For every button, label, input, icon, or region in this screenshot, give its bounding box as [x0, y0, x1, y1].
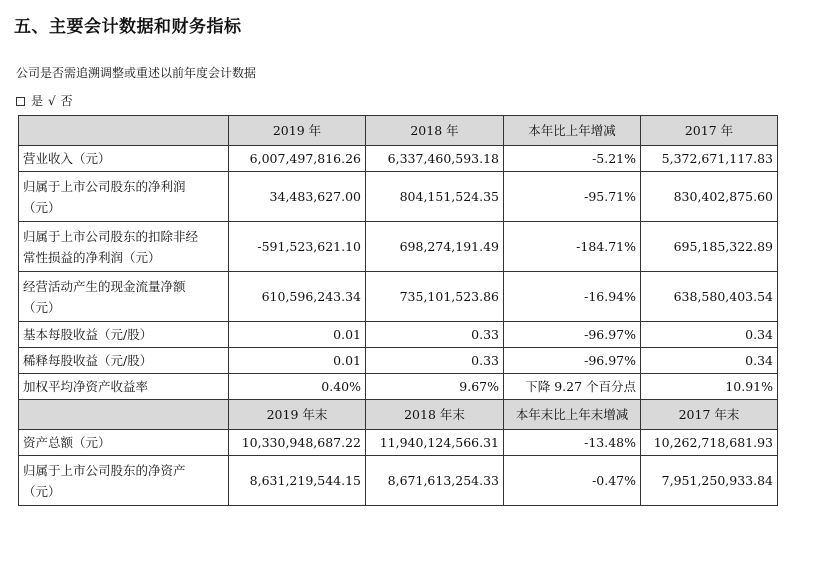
- row-label: [19, 222, 229, 272]
- row-label-line: （元）: [23, 199, 61, 215]
- value-cell: 0.34: [641, 348, 778, 374]
- row-label-line: （元）: [23, 483, 61, 499]
- row-label-line: 归属于上市公司股东的净利润: [23, 178, 186, 194]
- value-cell: 0.33: [366, 348, 504, 374]
- table-header-row: [19, 116, 778, 146]
- row-label-line: 基本每股收益（元/股）: [23, 327, 153, 342]
- value-cell: 0.01: [229, 348, 366, 374]
- table-header-row: [19, 400, 778, 430]
- row-label-line: 资产总额（元）: [23, 435, 111, 450]
- column-header: 本年末比上年末增减: [504, 400, 641, 430]
- value-cell: 下降 9.27 个百分点: [504, 374, 641, 400]
- value-cell: -0.47%: [504, 456, 641, 506]
- table-row: [19, 146, 778, 172]
- value-cell: -95.71%: [504, 172, 641, 222]
- column-header: 2019 年末: [229, 400, 366, 430]
- header-corner-cell: [19, 400, 229, 430]
- value-cell: -96.97%: [504, 348, 641, 374]
- value-cell: 610,596,243.34: [229, 272, 366, 322]
- column-header: 2019 年: [229, 116, 366, 146]
- row-label: [19, 272, 229, 322]
- column-header: 2018 年末: [366, 400, 504, 430]
- value-cell: 9.67%: [366, 374, 504, 400]
- value-cell: 8,631,219,544.15: [229, 456, 366, 506]
- value-cell: -13.48%: [504, 430, 641, 456]
- yes-label: 是: [31, 94, 44, 108]
- value-cell: 5,372,671,117.83: [641, 146, 778, 172]
- column-header: 本年比上年增减: [504, 116, 641, 146]
- checkbox-icon: [16, 97, 25, 106]
- value-cell: 8,671,613,254.33: [366, 456, 504, 506]
- value-cell: 830,402,875.60: [641, 172, 778, 222]
- row-label-line: 经营活动产生的现金流量净额: [23, 278, 186, 294]
- value-cell: -96.97%: [504, 322, 641, 348]
- check-mark-icon: √: [48, 93, 56, 108]
- value-cell: 7,951,250,933.84: [641, 456, 778, 506]
- value-cell: -184.71%: [504, 222, 641, 272]
- value-cell: 10.91%: [641, 374, 778, 400]
- row-label: [19, 456, 229, 506]
- row-label-line: 归属于上市公司股东的净资产: [23, 462, 186, 478]
- restatement-choice: [16, 92, 78, 109]
- column-header: 2018 年: [366, 116, 504, 146]
- value-cell: 698,274,191.49: [366, 222, 504, 272]
- section-heading: 五、主要会计数据和财务指标: [14, 17, 242, 37]
- table-row: [19, 172, 778, 222]
- value-cell: 735,101,523.86: [366, 272, 504, 322]
- column-header: 2017 年末: [641, 400, 778, 430]
- row-label: [19, 348, 229, 374]
- value-cell: 638,580,403.54: [641, 272, 778, 322]
- financial-indicators-table: [18, 115, 778, 506]
- table-row: [19, 374, 778, 400]
- value-cell: 0.01: [229, 322, 366, 348]
- row-label: [19, 322, 229, 348]
- table-row: [19, 456, 778, 506]
- value-cell: 10,330,948,687.22: [229, 430, 366, 456]
- row-label-line: 加权平均净资产收益率: [23, 379, 149, 394]
- value-cell: 11,940,124,566.31: [366, 430, 504, 456]
- row-label: [19, 172, 229, 222]
- no-label: 否: [60, 94, 73, 108]
- row-label: [19, 374, 229, 400]
- value-cell: 0.34: [641, 322, 778, 348]
- value-cell: -16.94%: [504, 272, 641, 322]
- row-label-line: 常性损益的净利润（元）: [23, 249, 161, 265]
- value-cell: 0.40%: [229, 374, 366, 400]
- value-cell: 0.33: [366, 322, 504, 348]
- value-cell: -5.21%: [504, 146, 641, 172]
- table-row: [19, 322, 778, 348]
- table-row: [19, 348, 778, 374]
- row-label-line: 归属于上市公司股东的扣除非经: [23, 228, 199, 244]
- row-label-line: （元）: [23, 299, 61, 315]
- header-corner-cell: [19, 116, 229, 146]
- table-row: [19, 222, 778, 272]
- value-cell: 34,483,627.00: [229, 172, 366, 222]
- value-cell: 804,151,524.35: [366, 172, 504, 222]
- table-row: [19, 430, 778, 456]
- table-row: [19, 272, 778, 322]
- value-cell: 6,337,460,593.18: [366, 146, 504, 172]
- column-header: 2017 年: [641, 116, 778, 146]
- value-cell: 10,262,718,681.93: [641, 430, 778, 456]
- restatement-question: 公司是否需追溯调整或重述以前年度会计数据: [16, 66, 257, 80]
- row-label: [19, 430, 229, 456]
- row-label: [19, 146, 229, 172]
- value-cell: 695,185,322.89: [641, 222, 778, 272]
- row-label-line: 稀释每股收益（元/股）: [23, 353, 153, 368]
- value-cell: 6,007,497,816.26: [229, 146, 366, 172]
- row-label-line: 营业收入（元）: [23, 151, 111, 166]
- value-cell: -591,523,621.10: [229, 222, 366, 272]
